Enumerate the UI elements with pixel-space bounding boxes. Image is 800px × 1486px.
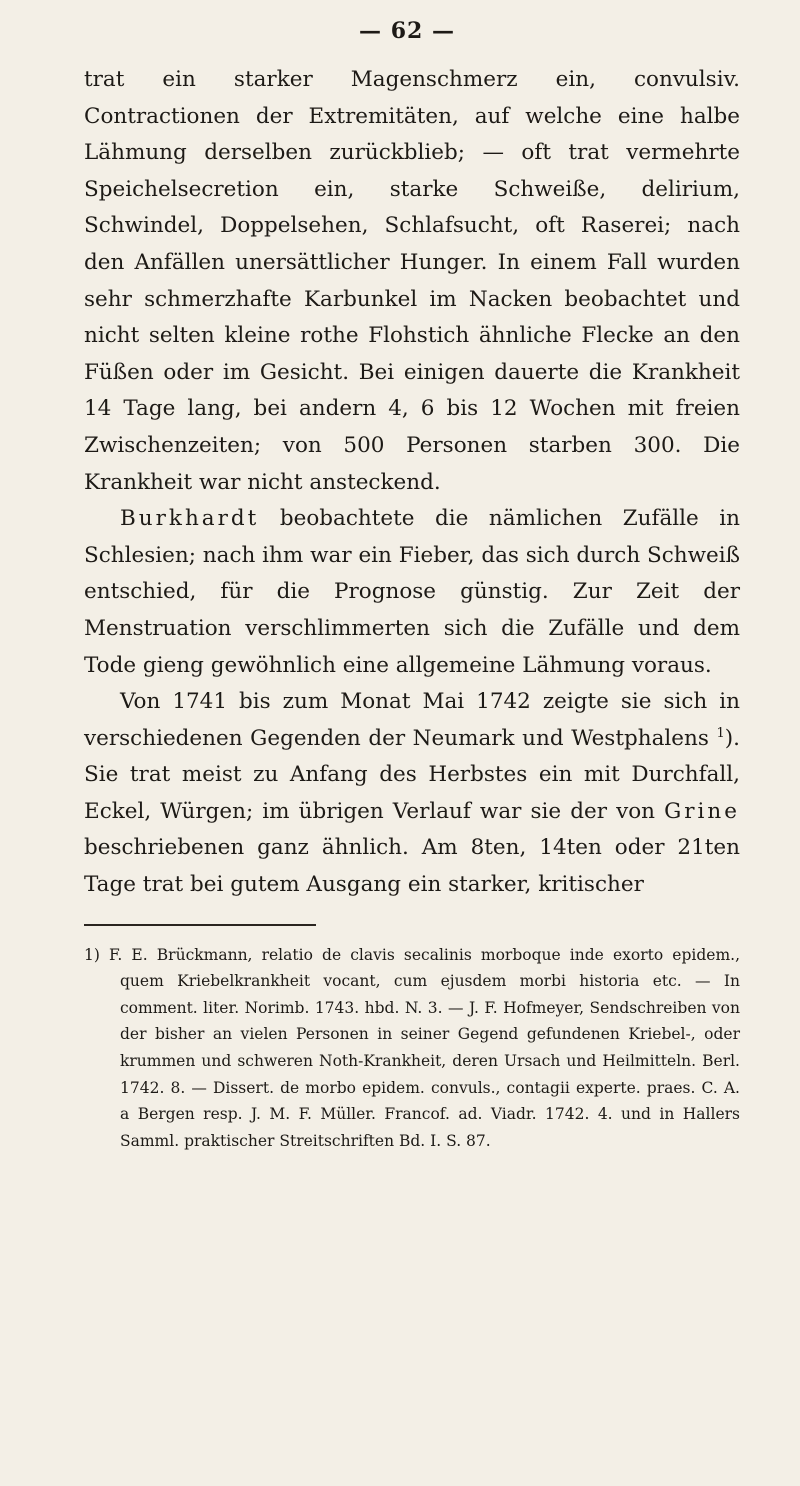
paragraph-3 [84,684,740,904]
paragraph-3-part-c: beschriebenen ganz ähnlich. Am 8ten, 14ten oder 21ten Tage trat bei gutem Ausgang ein starker, kritischer [84,835,740,898]
page-number: — 62 — [359,18,455,44]
paragraph-2 [84,501,740,684]
paragraph-1: trat ein starker Magenschmerz ein, convulsiv. Contractionen der Extremitäten, auf welche eine halbe Lähmung derselben zurückblieb; — oft trat vermehrte Speichelsecretion ein, starke Schweiße, delirium, Schwindel, Doppelsehen, Schlafsucht, oft Raserei; nach den Anfällen unersättlicher Hunger. In einem Fall wurden sehr schmerzhafte Karbunkel im Nacken beobachtet und nicht selten kleine rothe Flohstich ähnliche Flecke an den Füßen oder im Gesicht. Bei einigen dauerte die Krankheit 14 Tage lang, bei andern 4, 6 bis 12 Wochen mit freien Zwischenzeiten; von 500 Personen starben 300. Die Krankheit war nicht ansteckend. [84,67,740,495]
paragraph-2-text: beobachtete die nämlichen Zufälle in Schlesien; nach ihm war ein Fieber, das sich durch Schweiß entschied, für die Prognose günstig. Zur Zeit der Menstruation verschlimmerten sich die Zufälle und dem Tode gieng gewöhnlich eine allgemeine Lähmung voraus. [84,506,740,678]
author-name-burkhardt: Burkhardt [120,506,260,532]
paragraph-3-part-a: Von 1741 bis zum Monat Mai 1742 zeigte sie sich in verschiedenen Gegenden der Neumark und Westphalens [84,689,740,751]
footnote-reference[interactable]: 1 [716,725,725,741]
author-name-grine: Grine [664,798,740,824]
main-text [84,62,740,904]
paragraph-3-part-b: ). Sie trat meist zu Anfang des Herbstes ein mit Durchfall, Eckel, Würgen; im übrigen Verlauf war sie der von [84,725,741,824]
footnote-divider [84,924,316,926]
footnote: 1) F. E. Brückmann, relatio de clavis secalinis morboque inde exorto epidem., quem Kriebelkrankheit vocant, cum ejusdem morbi historia etc. — In comment. liter. Norimb. 1743. hbd. N. 3. — J. F. Hofmeyer, Sendschreiben von der bisher an vielen Personen in seiner Gegend gefundenen Kriebel-, oder krummen und schweren Noth-Krankheit, deren Ursach und Heilmitteln. Berl. 1742. 8. — Dissert. de morbo epidem. convuls., contagii experte. praes. C. A. a Bergen resp. J. M. F. Müller. Francof. ad. Viadr. 1742. 4. und in Hallers Samml. praktischer Streitschriften Bd. I. S. 87. [84,945,740,1150]
